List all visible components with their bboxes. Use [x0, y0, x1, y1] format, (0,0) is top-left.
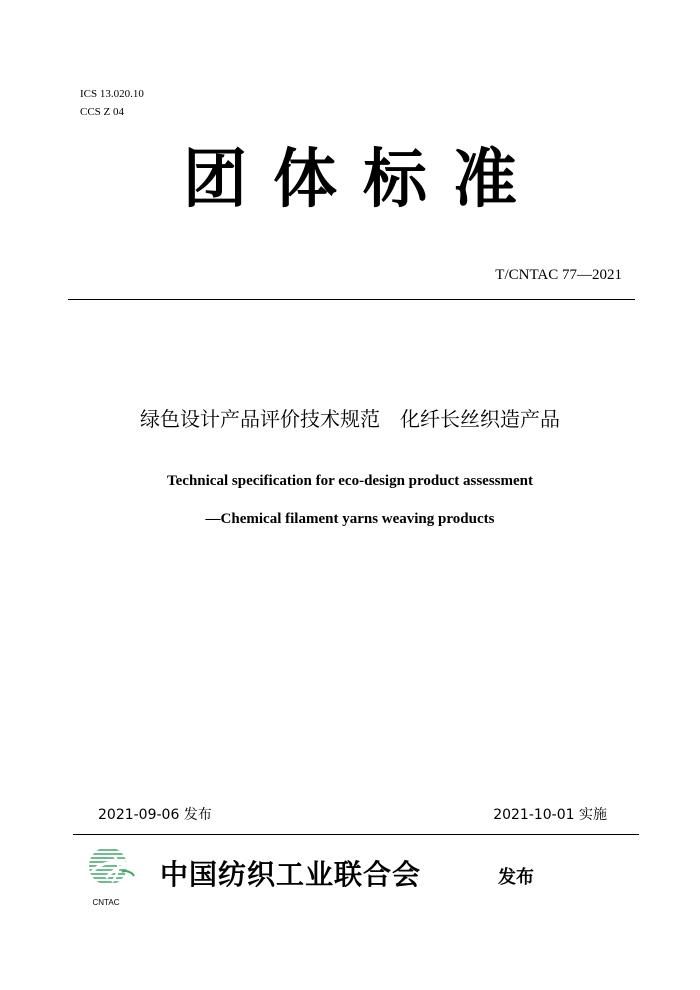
- english-title-line-1: Technical specification for eco-design product assessment: [167, 473, 533, 489]
- issue-date: 2021-09-06 发布: [98, 807, 212, 823]
- cntac-logo: [82, 842, 138, 912]
- cntac-globe-icon: [86, 842, 136, 894]
- chinese-title: 绿色设计产品评价技术规范 化纤长丝织造产品: [140, 407, 560, 431]
- publish-label: 发布: [498, 867, 534, 888]
- standard-number: T/CNTAC 77—2021: [495, 267, 622, 283]
- standard-category-title: 团体标准: [183, 142, 543, 217]
- english-title-line-2: —Chemical filament yarns weaving products: [205, 511, 495, 527]
- implementation-date: 2021-10-01 实施: [493, 807, 607, 823]
- ccs-code: CCS Z 04: [80, 106, 125, 118]
- publisher-name: 中国纺织工业联合会: [160, 858, 422, 891]
- logo-label: CNTAC: [92, 898, 120, 907]
- footer-divider: [73, 834, 639, 835]
- ics-code: ICS 13.020.10: [80, 88, 144, 100]
- header-divider: [68, 299, 635, 300]
